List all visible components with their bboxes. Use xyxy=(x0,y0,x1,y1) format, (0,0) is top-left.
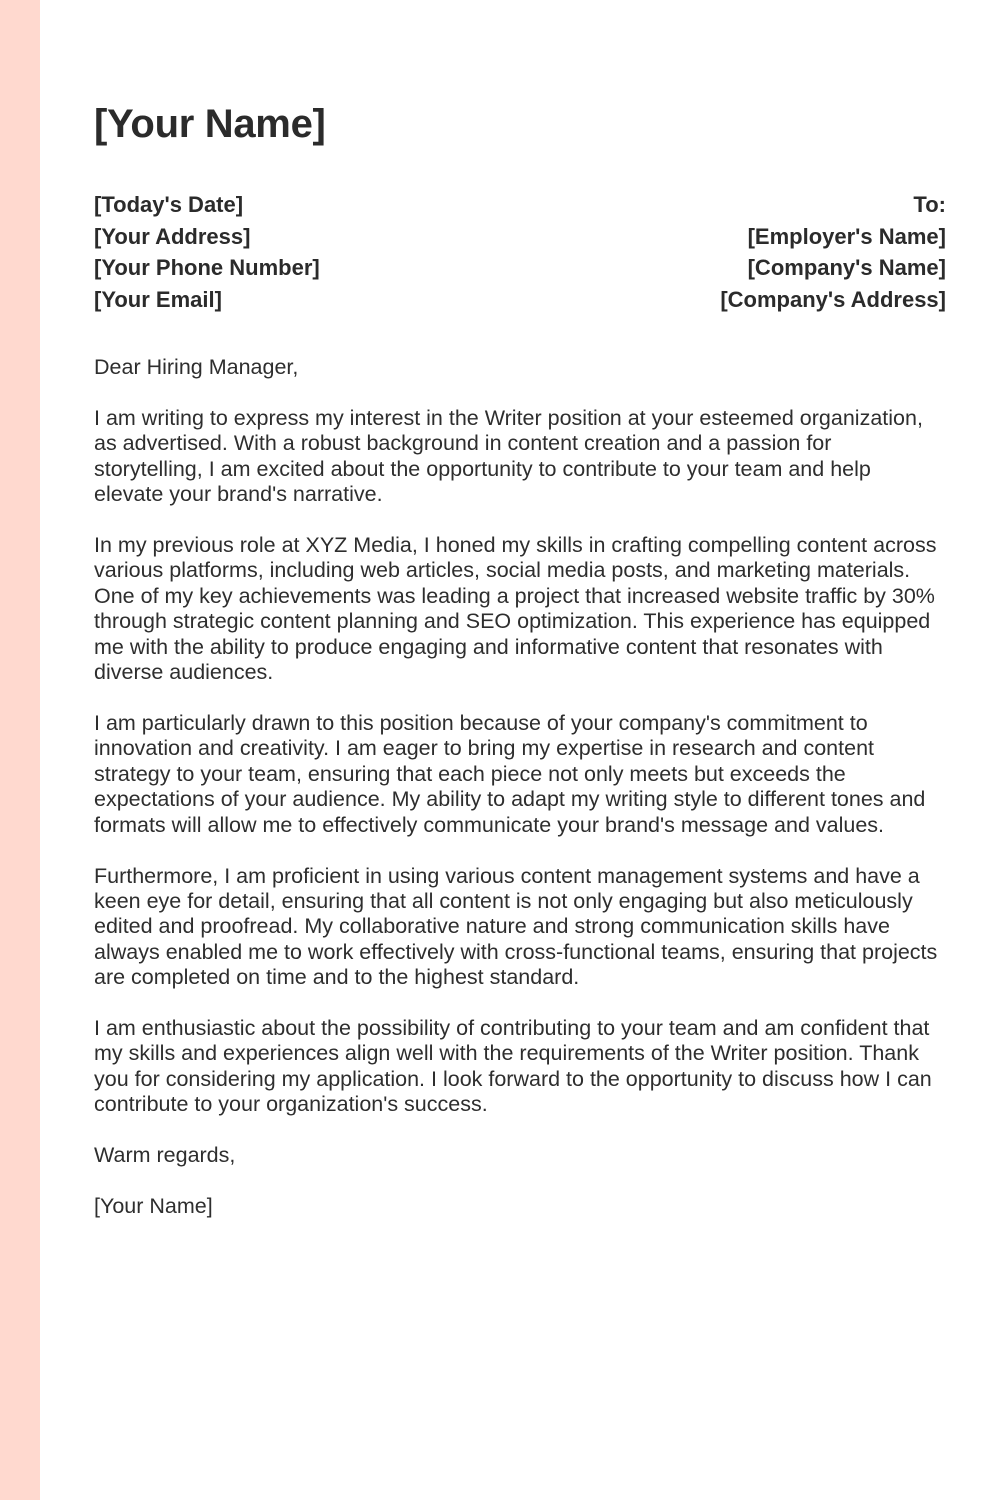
sender-phone: [Your Phone Number] xyxy=(94,255,320,280)
side-accent-band xyxy=(0,0,40,1500)
recipient-employer-name: [Employer's Name] xyxy=(747,223,946,249)
recipient-to-label: To: xyxy=(913,192,946,217)
page-title: [Your Name] xyxy=(94,102,326,146)
paragraph-motivation: I am particularly drawn to this position because of your company's commitment to innovation and creativity. I am eager to bring my expertise in research and content strategy to your team, ensuring that each piece not only meets but exceeds the expectations of your audience. My ability to adapt my writing style to different tones and formats will allow me to effectively communicate your brand's message and values. xyxy=(94,710,926,837)
signature: [Your Name] xyxy=(94,1194,213,1219)
sender-info xyxy=(94,189,320,315)
sender-date: [Today's Date] xyxy=(94,192,244,217)
paragraph-experience: In my previous role at XYZ Media, I honed my skills in crafting compelling content across various platforms, including web articles, social media posts, and marketing materials. One of my key achievements was leading a project that increased website traffic by 30% through strategic content planning and SEO optimization. This experience has equipped me with the ability to produce engaging and informative content that resonates with diverse audiences. xyxy=(94,533,937,685)
cover-letter-page xyxy=(94,100,946,1245)
paragraph-closing: I am enthusiastic about the possibility of contributing to your team and am confident that my skills and experiences align well with the requirements of the Writer position. Thank you for considering my application. I look forward to the opportunity to discuss how I can contribute to your organization's success. xyxy=(94,1016,932,1117)
recipient-company-address: [Company's Address] xyxy=(720,286,946,312)
closing-phrase: Warm regards, xyxy=(94,1143,236,1168)
recipient-company-name: [Company's Name] xyxy=(747,255,946,280)
address-block xyxy=(94,189,946,315)
sender-address: [Your Address] xyxy=(94,223,251,249)
paragraph-intro: I am writing to express my interest in the Writer position at your esteemed organization, as advertised. With a robust background in content creation and a passion for storytelling, I am excited about the opportunity to contribute to your team and help elevate your brand's narrative. xyxy=(94,405,923,507)
letter-body xyxy=(94,355,946,1219)
sender-email: [Your Email] xyxy=(94,286,222,312)
recipient-info xyxy=(720,189,946,315)
salutation: Dear Hiring Manager, xyxy=(94,355,299,379)
paragraph-skills: Furthermore, I am proficient in using various content management systems and have a keen eye for detail, ensuring that all content is not only engaging but also meticulously edited and proofread. My collaborative nature and strong communication skills have always enabled me to work effectively with cross-functional teams, ensuring that projects are completed on time and to the highest standard. xyxy=(94,863,938,990)
